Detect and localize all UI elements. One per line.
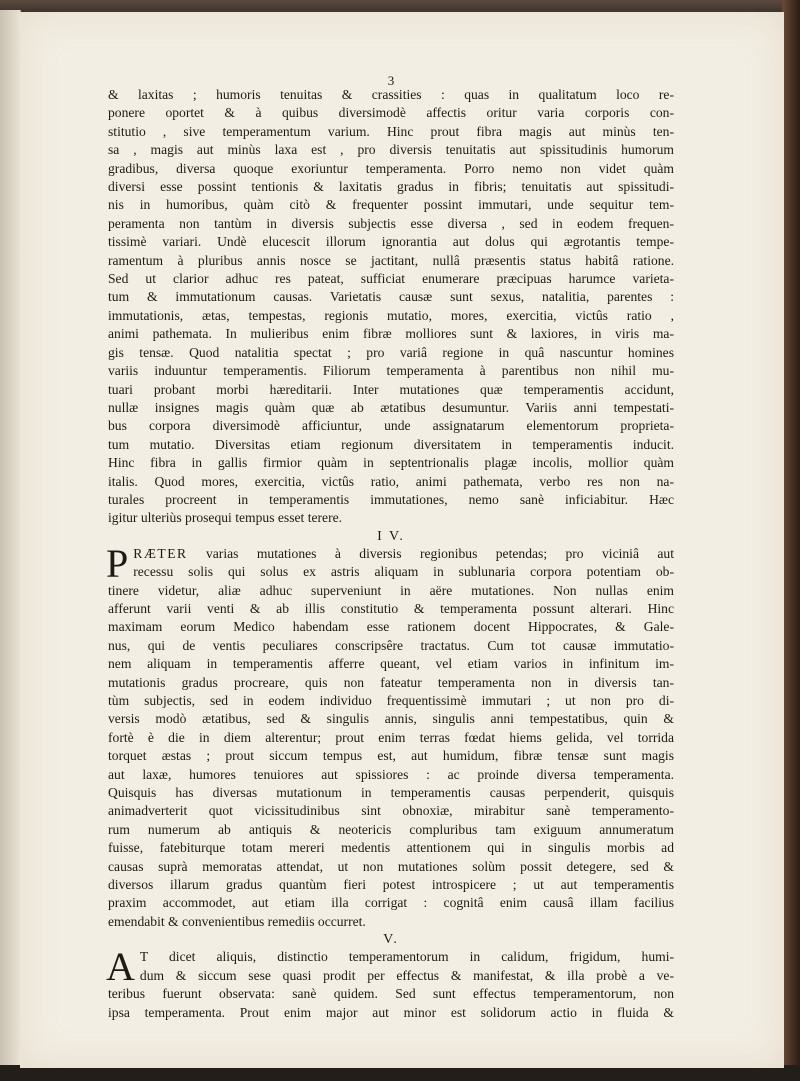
text-line: fuisse, fatebiturque totam mereri medentis attentionem qui in singulis morbis ad	[108, 840, 674, 856]
text-line: Quisquis has diversas mutationum in temperamentis causas perpenderit, quisquis	[108, 785, 674, 801]
text-line: maximam eorum Medico habendam esse rationem docent Hippocrates, & Gale-	[108, 619, 674, 635]
text-line: nus, qui de ventis peculiares conscripsêre tractatus. Cum tot causæ immutatio-	[108, 637, 674, 653]
text-line: torquet æstas ; prout siccum tempus est, aut humidum, fibræ tensæ sunt magis	[108, 748, 674, 764]
text-line: tùm subjectis, sed in eodem individuo frequentissimè immutari ; ut non pro di-	[108, 693, 674, 708]
text-line: diversi esse possint tentionis & laxitatis gradus in fibris; tenuitatis aut spissitudi-	[108, 179, 674, 195]
text-line: tum & immutationum causas. Varietatis causæ sunt sexus, natalitia, parentes :	[108, 289, 674, 305]
text-line: mutationis gradus procreare, quis non fateatur temperamenta non in diversis tan-	[108, 674, 674, 690]
text-line: teribus fuerunt observata: sanè quidem. Sed sunt effectus temperamentorum, non	[108, 986, 674, 1002]
page-number: 3	[387, 73, 395, 88]
text-line: tinere videtur, aliæ adhuc superveniunt in aëre mutationes. Non nullas enim	[108, 582, 674, 598]
text-line: immutationis, ætas, tempestas, regionis mutatio, mores, exercitia, victûs ratio ,	[108, 307, 674, 323]
text-line: animi pathemata. In mulieribus enim fibræ molliores sunt & laxiores, in viris ma-	[108, 326, 674, 342]
text-line	[108, 545, 674, 563]
section-heading-v: V.	[383, 932, 399, 948]
text-line: animadverterit quot vicissitudinibus sint obnoxiæ, mirabitur sanè temperamento-	[108, 803, 674, 819]
text-line: fortè è die in diem alterentur; prout enim terras fœdat hiems gelida, vel torrida	[108, 729, 674, 745]
page-text	[108, 74, 674, 1022]
text-line: nem aliquam in temperamentis afferre queant, vel etiam varios in infinitum im-	[108, 656, 674, 672]
drop-cap: P	[106, 540, 129, 586]
text-line: rum numerum ab antiquis & neotericis compluribus tam exiguum annumeratum	[108, 821, 674, 837]
text-line: ipsa temperamenta. Prout enim major aut minor est solidorum actio in fluida &	[108, 1004, 674, 1020]
text-line: recessu solis qui solus ex astris aliquam in sublunaria corpora potentiam ob-	[133, 564, 674, 580]
text-line: Sed ut clarior adhuc res pateat, sufficiat enumerare præcipuas harumce varieta-	[108, 271, 674, 287]
text-line: gis tensæ. Quod natalitia spectat ; pro variâ regione in quâ nascuntur homines	[108, 344, 674, 360]
text-line: italis. Quod mores, exercitia, victûs ratio, animi pathemata, verbo res non na-	[108, 473, 674, 489]
text-line: praxim accommodet, aut etiam illa corrigat : cognitâ enim causâ illam facilius	[108, 895, 674, 911]
text-line: peramenta non tantùm in diversis subjectis esse diversa , sed in eodem frequen-	[108, 215, 674, 231]
text-line: stitutio , sive temperamentum varium. Hinc prout fibra magis aut minùs ten-	[108, 123, 674, 139]
text-line: gradibus, diversa quoque exoriuntur temperamenta. Porro nemo non videt quàm	[108, 160, 674, 176]
text-line: ponere oportet & à quibus diversimodè affectis oritur varia corporis con-	[108, 105, 674, 121]
text-line: aut laxæ, humores tenuiores aut spissiores : ac proinde diversa temperamenta.	[108, 766, 674, 782]
binding-left-edge	[0, 10, 21, 1070]
text-line: turales procreent in temperamentis immutationes, nemo sanè inficiabitur. Hæc	[108, 491, 674, 507]
text-line: dum & siccum sese quasi prodit per effectus & manifestat, & illa probè a ve-	[139, 967, 674, 983]
section-heading-iv: I V.	[377, 528, 405, 544]
text-line: tum mutatio. Diversitas etiam regionum diversitatem in temperamentis inducit.	[108, 436, 674, 452]
text-line: causas suprà memoratas attendat, ut non mutationes solùm possit detegere, sed &	[108, 858, 674, 874]
binding-right-edge	[782, 0, 800, 1081]
opening-word: RÆTER	[133, 545, 188, 561]
text-line: nullæ insignes magis quàm quæ ab ætatibus desumuntur. Variis anni tempestati-	[108, 399, 674, 415]
text-line-rest: varias mutationes à diversis regionibus petendas; pro viciniâ aut	[187, 545, 674, 561]
text-line: bus corpora diversimodè afficiuntur, unde assignatarum elementorum proprieta-	[108, 418, 674, 434]
text-line: ramentum à pluribus annis nosce se jactitant, nullâ præsentis status habitâ ratione.	[108, 252, 674, 268]
paragraph-section-iv	[106, 540, 674, 932]
text-line: tissimè variari. Undè elucescit illorum ignorantia aut dolus qui ægrotantis tempe-	[108, 234, 674, 250]
text-line: T dicet aliquis, distinctio temperamentorum in calidum, frigidum, humi-	[139, 949, 674, 965]
text-line: & laxitas ; humoris tenuitas & crassities : quas in qualitatum loco re-	[108, 87, 674, 102]
text-line: versis modò ætatibus, sed & singulis annis, singulis anni tempestatibus, quin &	[108, 711, 674, 727]
text-line: diversos illarum gradus quantùm fieri potest introspicere ; ut aut temperamentis	[108, 877, 674, 893]
text-line: afferunt varii venti & ab illis constitutio & temperamenta possunt alterari. Hinc	[108, 600, 674, 616]
drop-cap: A	[106, 944, 135, 990]
text-line: Hinc fibra in gallis firmior quàm in septentrionalis plagæ incolis, mollior quàm	[108, 455, 674, 471]
text-line: sa , magis aut minùs laxa est , pro diversis tenuitatis aut spissitudinis humorum	[108, 142, 674, 158]
paragraph-1	[108, 86, 674, 528]
text-line: nis in humoribus, quàm citò & frequenter possint immutari, unde sequitur tem-	[108, 197, 674, 213]
text-line: emendabit & convenientibus remediis occurret.	[108, 913, 366, 929]
paragraph-section-v	[106, 944, 674, 1022]
book-page	[20, 12, 784, 1068]
text-line: tuari probant morbi hæreditarii. Inter mutationes quæ temperamentis accidunt,	[108, 381, 674, 397]
text-line: igitur ulteriùs prosequi tempus esset terere.	[108, 510, 343, 526]
text-line: variis induuntur temperamentis. Filiorum temperamenta à parentibus non nihil mu-	[108, 363, 674, 379]
